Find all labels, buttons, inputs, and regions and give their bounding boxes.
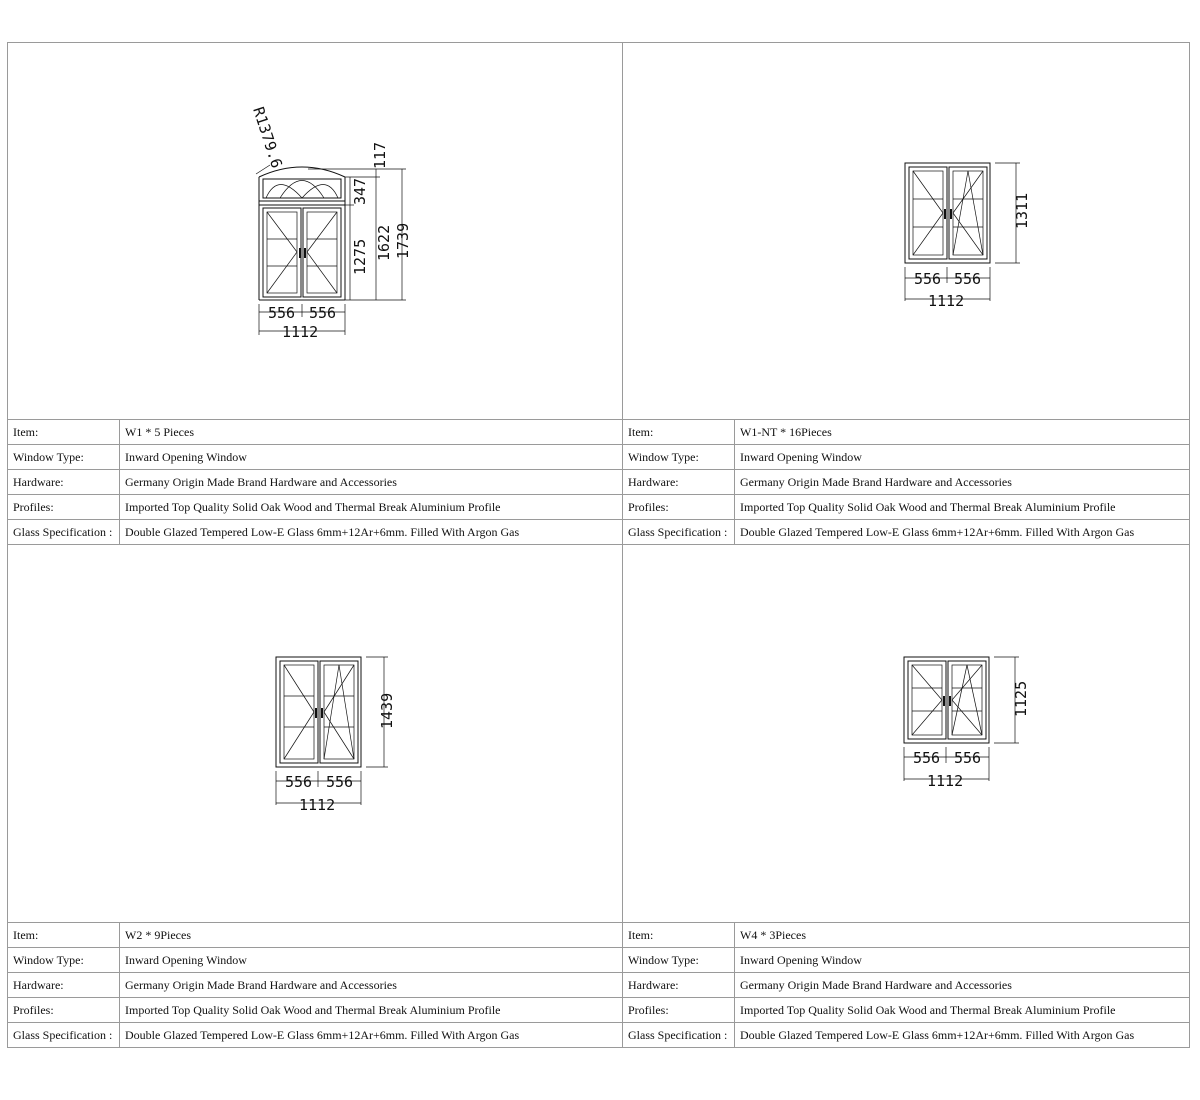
profiles-label: Profiles:	[623, 495, 735, 520]
spec-row-window-type	[623, 445, 1189, 470]
spec-row-profiles	[623, 998, 1189, 1023]
w1-right-sash-width-label: 556	[309, 304, 337, 322]
glass-label: Glass Specification :	[8, 520, 120, 545]
spec-row-hardware	[623, 470, 1189, 495]
glass-value: Double Glazed Tempered Low-E Glass 6mm+12Ar+6mm. Filled With Argon Gas	[735, 520, 1190, 545]
window-card-w2	[7, 544, 623, 1048]
w1-nt-height-label: 1311	[1013, 192, 1031, 229]
spec-row-profiles	[8, 998, 622, 1023]
w4-height-label: 1125	[1012, 680, 1030, 717]
spec-row-item	[8, 420, 622, 445]
window-card-w4	[622, 544, 1190, 1048]
window-type-value: Inward Opening Window	[735, 948, 1190, 973]
window-type-label: Window Type:	[623, 445, 735, 470]
w1-side-height-label: 1622	[375, 224, 393, 261]
w2-window-svg	[8, 545, 622, 920]
hardware-label: Hardware:	[8, 973, 120, 998]
profiles-value: Imported Top Quality Solid Oak Wood and Thermal Break Aluminium Profile	[735, 998, 1190, 1023]
hardware-label: Hardware:	[623, 470, 735, 495]
w1-left-sash-width-label: 556	[268, 304, 296, 322]
w1-arch-height-label: 117	[371, 141, 389, 169]
w1-spec-table	[8, 419, 622, 544]
profiles-label: Profiles:	[8, 495, 120, 520]
hardware-value: Germany Origin Made Brand Hardware and Accessories	[120, 470, 623, 495]
spec-row-window-type	[623, 948, 1189, 973]
window-type-label: Window Type:	[623, 948, 735, 973]
spec-row-hardware	[8, 973, 622, 998]
spec-row-glass	[623, 1023, 1189, 1048]
window-type-label: Window Type:	[8, 948, 120, 973]
profiles-value: Imported Top Quality Solid Oak Wood and Thermal Break Aluminium Profile	[120, 998, 623, 1023]
spec-row-window-type	[8, 445, 622, 470]
hardware-value: Germany Origin Made Brand Hardware and Accessories	[735, 470, 1190, 495]
glass-label: Glass Specification :	[623, 1023, 735, 1048]
w4-window-svg	[623, 545, 1189, 920]
hardware-value: Germany Origin Made Brand Hardware and Accessories	[735, 973, 1190, 998]
glass-value: Double Glazed Tempered Low-E Glass 6mm+12Ar+6mm. Filled With Argon Gas	[120, 520, 623, 545]
item-value: W2 * 9Pieces	[120, 923, 623, 948]
w1-nt-spec-table	[623, 419, 1189, 544]
hardware-label: Hardware:	[8, 470, 120, 495]
w1-total-width-label: 1112	[282, 323, 319, 341]
w2-total-width-label: 1112	[299, 796, 336, 814]
w1-elevation-drawing	[8, 43, 622, 418]
hardware-label: Hardware:	[623, 973, 735, 998]
w4-elevation-drawing	[623, 545, 1189, 920]
item-label: Item:	[8, 420, 120, 445]
window-card-w1	[7, 42, 623, 545]
profiles-value: Imported Top Quality Solid Oak Wood and Thermal Break Aluminium Profile	[120, 495, 623, 520]
spec-row-profiles	[623, 495, 1189, 520]
glass-label: Glass Specification :	[623, 520, 735, 545]
spec-row-item	[623, 923, 1189, 948]
spec-row-hardware	[8, 470, 622, 495]
spec-row-profiles	[8, 495, 622, 520]
window-schedule-sheet	[7, 42, 1190, 1048]
w1-arched-window-svg	[8, 43, 622, 418]
item-value: W4 * 3Pieces	[735, 923, 1190, 948]
w4-right-sash-width-label: 556	[954, 749, 982, 767]
item-value: W1 * 5 Pieces	[120, 420, 623, 445]
profiles-value: Imported Top Quality Solid Oak Wood and Thermal Break Aluminium Profile	[735, 495, 1190, 520]
window-card-w1-nt	[622, 42, 1190, 545]
glass-value: Double Glazed Tempered Low-E Glass 6mm+12Ar+6mm. Filled With Argon Gas	[120, 1023, 623, 1048]
glass-label: Glass Specification :	[8, 1023, 120, 1048]
w2-elevation-drawing	[8, 545, 622, 920]
item-label: Item:	[623, 923, 735, 948]
w2-spec-table	[8, 922, 622, 1047]
spec-row-item	[623, 420, 1189, 445]
spec-row-glass	[8, 1023, 622, 1048]
window-type-value: Inward Opening Window	[120, 445, 623, 470]
window-type-value: Inward Opening Window	[120, 948, 623, 973]
w1-nt-window-svg	[623, 43, 1189, 418]
w2-height-label: 1439	[378, 692, 396, 729]
spec-row-glass	[623, 520, 1189, 545]
window-type-label: Window Type:	[8, 445, 120, 470]
item-label: Item:	[623, 420, 735, 445]
profiles-label: Profiles:	[8, 998, 120, 1023]
glass-value: Double Glazed Tempered Low-E Glass 6mm+12Ar+6mm. Filled With Argon Gas	[735, 1023, 1190, 1048]
w1-transom-height-label: 347	[351, 177, 369, 205]
w4-left-sash-width-label: 556	[913, 749, 941, 767]
w4-spec-table	[623, 922, 1189, 1047]
w2-left-sash-width-label: 556	[285, 773, 313, 791]
profiles-label: Profiles:	[623, 998, 735, 1023]
w1-nt-total-width-label: 1112	[928, 292, 965, 310]
w4-total-width-label: 1112	[927, 772, 964, 790]
w1-sash-height-label: 1275	[351, 238, 369, 275]
w1-nt-elevation-drawing	[623, 43, 1189, 418]
w1-radius-label: R1379.6	[249, 104, 286, 171]
w1-nt-left-sash-width-label: 556	[914, 270, 942, 288]
w2-right-sash-width-label: 556	[326, 773, 354, 791]
spec-row-glass	[8, 520, 622, 545]
window-type-value: Inward Opening Window	[735, 445, 1190, 470]
item-label: Item:	[8, 923, 120, 948]
spec-row-window-type	[8, 948, 622, 973]
spec-row-hardware	[623, 973, 1189, 998]
spec-row-item	[8, 923, 622, 948]
w1-nt-right-sash-width-label: 556	[954, 270, 982, 288]
hardware-value: Germany Origin Made Brand Hardware and Accessories	[120, 973, 623, 998]
w1-total-height-label: 1739	[394, 222, 412, 259]
item-value: W1-NT * 16Pieces	[735, 420, 1190, 445]
